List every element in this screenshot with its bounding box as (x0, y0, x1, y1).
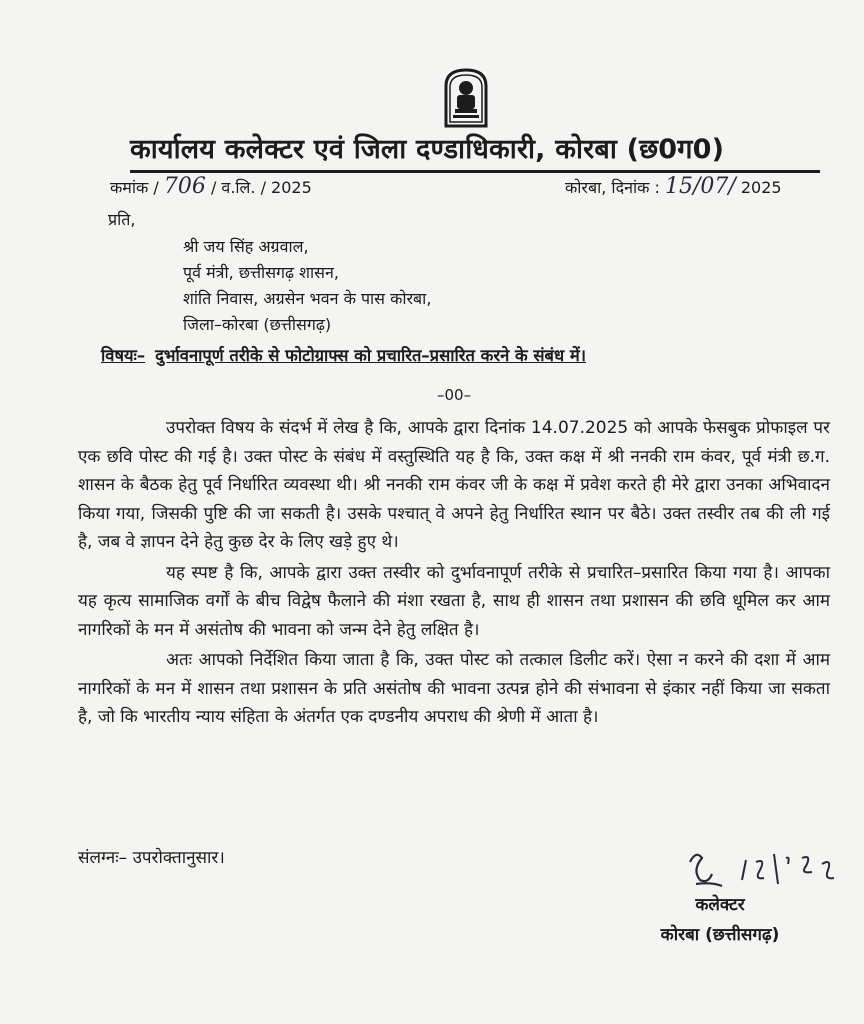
letter-date (565, 174, 782, 199)
body-paragraph: यह स्पष्ट है कि, आपके द्वारा उक्त तस्वीर को दुर्भावनापूर्ण तरीके से प्रचारित–प्रसारित किया गया है। आपका यह कृत्य सामाजिक वर्गों के बीच विद्वेष फैलाने की मंशा रखता है, साथ ही शासन तथा प्रशासन की छवि धूमिल कर आम नागरिकों के मन में असंतोष की भावना को जन्म देने हेतु लक्षित है। (78, 562, 830, 640)
addressee-line: पूर्व मंत्री, छत्तीसगढ़ शासन, (183, 263, 339, 282)
letter-body (78, 414, 830, 734)
ref-number: 706 (163, 174, 206, 199)
designation-place: कोरबा (छत्तीसगढ़) (660, 925, 780, 945)
ref-prefix: कमांक / (110, 178, 159, 197)
subject-label: विषयः– (101, 346, 146, 365)
addressee-line: श्री जय सिंह अग्रवाल, (183, 237, 309, 256)
date-value: 15/07/ (664, 174, 736, 199)
designation-title: कलेक्टर (695, 895, 745, 915)
state-emblem-icon (436, 66, 496, 130)
separator: –00– (437, 386, 472, 404)
body-paragraph: अतः आपको निर्देशित किया जाता है कि, उक्त पोस्ट को तत्काल डिलीट करें। ऐसा न करने की दशा में आम नागरिकों के मन में शासन तथा प्रशासन के प्रति असंतोष की भावना उत्पन्न होने की संभावना से इंकार नहीं किया जा सकता है, जो कि भारतीय न्याय संहिता के अंतर्गत एक दण्डनीय अपराध की श्रेणी में आता है। (78, 650, 830, 727)
subject-line (101, 343, 586, 366)
designation-block (640, 890, 800, 950)
salutation: प्रति, (108, 210, 136, 229)
subject-text: दुर्भावनापूर्ण तरीके से फोटोग्राफ्स को प्रचारित–प्रसारित करने के संबंध में। (155, 346, 586, 365)
enclosure-note: संलग्नः– उपरोक्तानुसार। (78, 848, 225, 868)
ref-suffix: / व.लि. / 2025 (210, 178, 312, 197)
date-prefix: कोरबा, दिनांक : (565, 178, 660, 197)
body-paragraph: उपरोक्त विषय के संदर्भ में लेख है कि, आपके द्वारा दिनांक 14.07.2025 को आपके फेसबुक प्रोफाइल पर एक छवि पोस्ट की गई है। उक्त पोस्ट के संबंध में वस्तुस्थिति यह है कि, उक्त कक्ष में श्री ननकी राम कंवर, पूर्व मंत्री छ.ग. शासन के बैठक हेतु पूर्व निर्धारित व्यवस्था थी। श्री ननकी राम कंवर जी के कक्ष में प्रवेश करते ही मेरे द्वारा उनका अभिवादन किया गया, जिसकी पुष्टि की जा सकती है। उसके पश्चात् वे अपने हेतु निर्धारित स्थान पर बैठे। उक्त तस्वीर तब की ली गई है, जब वे ज्ञापन देने हेतु कुछ देर के लिए खड़े हुए थे। (78, 418, 830, 552)
addressee-block (183, 234, 431, 338)
date-year: 2025 (740, 178, 782, 197)
addressee-line: जिला–कोरबा (छत्तीसगढ़) (183, 315, 332, 334)
office-heading: कार्यालय कलेक्टर एवं जिला दण्डाधिकारी, कोरबा (छ0ग0) (130, 130, 820, 173)
reference-number (110, 174, 312, 199)
addressee-line: शांति निवास, अग्रसेन भवन के पास कोरबा, (183, 289, 432, 308)
